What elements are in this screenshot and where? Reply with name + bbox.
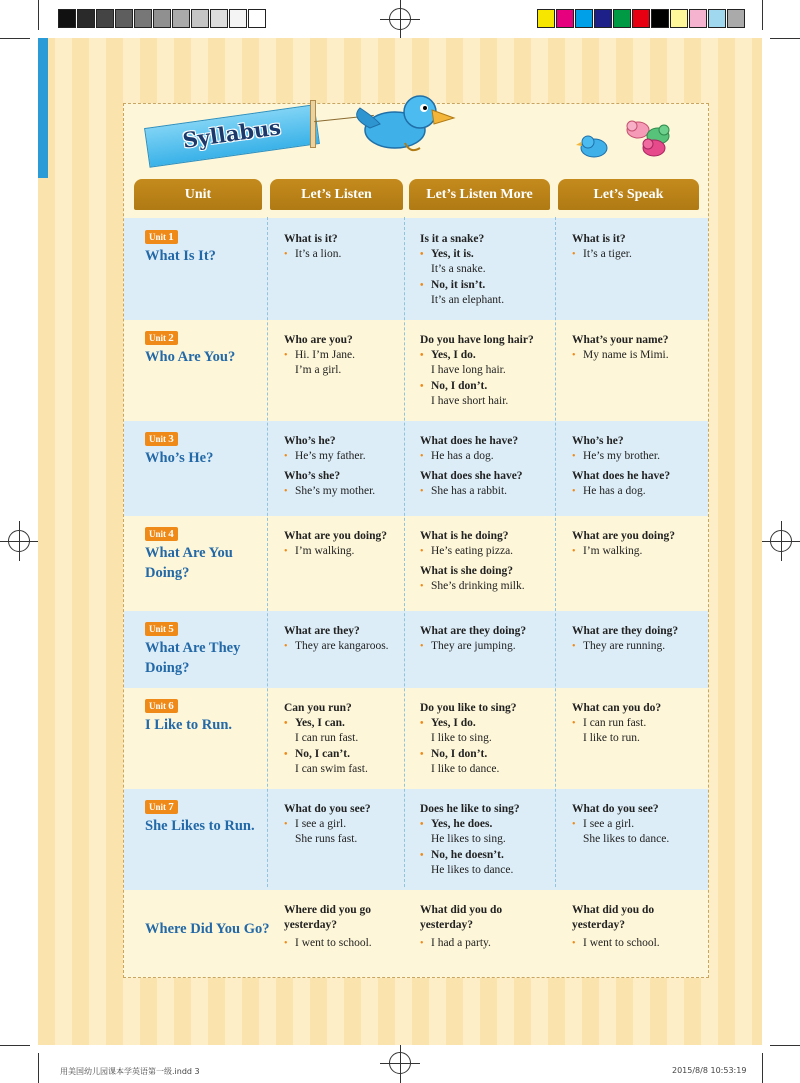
listen-more-cell: Does he like to sing? • Yes, he does. He likes to sing. • No, he doesn’t. He likes to dance. xyxy=(420,802,520,878)
footer-timestamp: 2015/8/8 10:53:19 xyxy=(672,1066,747,1075)
banner-flag xyxy=(144,104,320,168)
crop-mark xyxy=(38,0,39,30)
speak-cell: What are they doing? • They are running. xyxy=(572,624,678,654)
unit-cell xyxy=(145,230,216,266)
listen-cell: Who are you? • Hi. I’m Jane. I’m a girl. xyxy=(284,333,355,378)
unit-cell xyxy=(145,699,232,735)
unit-tag: Unit 5 xyxy=(145,622,178,636)
unit-title: What Are You xyxy=(145,545,233,561)
listen-cell: What are you doing? • I’m walking. xyxy=(284,529,387,559)
column-divider xyxy=(555,217,556,887)
unit-title: Doing? xyxy=(145,565,190,581)
unit-cell xyxy=(145,527,233,583)
unit-title: She Likes to Run. xyxy=(145,818,255,834)
listen-cell: What are they? • They are kangaroos. xyxy=(284,624,389,654)
banner-title: Syllabus xyxy=(181,114,283,153)
crop-mark xyxy=(770,1045,800,1046)
unit-cell xyxy=(145,918,269,939)
speak-cell: What can you do? • I can run fast. I like to run. xyxy=(572,701,661,746)
listen-cell: What do you see? • I see a girl. She runs fast. xyxy=(284,802,371,847)
registration-mark-left xyxy=(8,530,30,552)
banner-pole xyxy=(310,100,316,148)
cmyk-color-bar xyxy=(537,9,746,28)
unit-tag: Unit 7 xyxy=(145,800,178,814)
header-lets-listen-more: Let’s Listen More xyxy=(409,179,550,210)
speak-cell: What is it? • It’s a tiger. xyxy=(572,232,632,262)
listen-cell: Who’s he? • He’s my father. Who’s she? • She’s my mother. xyxy=(284,434,375,499)
unit-cell xyxy=(145,432,213,468)
listen-more-cell: What did you do yesterday? • I had a party. xyxy=(420,903,502,951)
column-divider xyxy=(267,217,268,887)
unit-tag: Unit 3 xyxy=(145,432,178,446)
listen-more-cell: Do you have long hair? • Yes, I do. I have long hair. • No, I don’t. I have short hair. xyxy=(420,333,534,409)
unit-title: I Like to Run. xyxy=(145,717,233,733)
crop-mark xyxy=(0,38,30,39)
listen-more-cell: Is it a snake? • Yes, it is. It’s a snake. • No, it isn’t. It’s an elephant. xyxy=(420,232,504,308)
column-divider xyxy=(404,217,405,887)
speak-cell: What are you doing? • I’m walking. xyxy=(572,529,675,559)
footer-filename: 用美国幼儿园课本学英语第一级.indd 3 xyxy=(60,1067,200,1076)
speak-cell: What do you see? • I see a girl. She likes to dance. xyxy=(572,802,669,847)
blue-bird-icon xyxy=(350,88,460,158)
unit-title: Who’s He? xyxy=(145,450,214,466)
crop-mark xyxy=(762,0,763,30)
listen-more-cell: What is he doing? • He’s eating pizza. What is she doing? • She’s drinking milk. xyxy=(420,529,525,594)
speak-cell: What’s your name? • My name is Mimi. xyxy=(572,333,669,363)
crop-mark xyxy=(770,38,800,39)
crop-mark xyxy=(0,1045,30,1046)
unit-cell xyxy=(145,800,255,836)
small-birds-icon xyxy=(576,112,686,167)
header-lets-speak: Let’s Speak xyxy=(558,179,699,210)
listen-cell: Can you run? • Yes, I can. I can run fast. • No, I can’t. I can swim fast. xyxy=(284,701,368,777)
syllabus-banner xyxy=(140,88,470,178)
edge-tab xyxy=(38,38,48,178)
listen-more-cell: Do you like to sing? • Yes, I do. I like to sing. • No, I don’t. I like to dance. xyxy=(420,701,517,777)
unit-title: Where Did You Go? xyxy=(145,921,270,937)
listen-cell: Where did you go yesterday? • I went to school. xyxy=(284,903,372,951)
listen-more-cell: What are they doing? • They are jumping. xyxy=(420,624,526,654)
header-unit: Unit xyxy=(134,179,262,210)
unit-title: Doing? xyxy=(145,660,190,676)
unit-tag: Unit 2 xyxy=(145,331,178,345)
registration-mark-top xyxy=(389,8,411,30)
header-lets-listen: Let’s Listen xyxy=(270,179,403,210)
unit-cell xyxy=(145,622,240,678)
registration-mark-bottom xyxy=(389,1052,411,1074)
crop-mark xyxy=(762,1053,763,1083)
listen-cell: What is it? • It’s a lion. xyxy=(284,232,341,262)
speak-cell: Who’s he? • He’s my brother. What does he have? • He has a dog. xyxy=(572,434,670,499)
unit-title: What Is It? xyxy=(145,248,216,264)
registration-mark-right xyxy=(770,530,792,552)
crop-mark xyxy=(38,1053,39,1083)
unit-title: Who Are You? xyxy=(145,349,236,365)
unit-cell xyxy=(145,331,235,367)
unit-tag: Unit 4 xyxy=(145,527,178,541)
listen-more-cell: What does he have? • He has a dog. What does she have? • She has a rabbit. xyxy=(420,434,523,499)
unit-tag: Unit 6 xyxy=(145,699,178,713)
unit-tag: Unit 1 xyxy=(145,230,178,244)
speak-cell: What did you do yesterday? • I went to school. xyxy=(572,903,660,951)
unit-title: What Are They xyxy=(145,640,241,656)
grayscale-color-bar xyxy=(58,9,267,28)
